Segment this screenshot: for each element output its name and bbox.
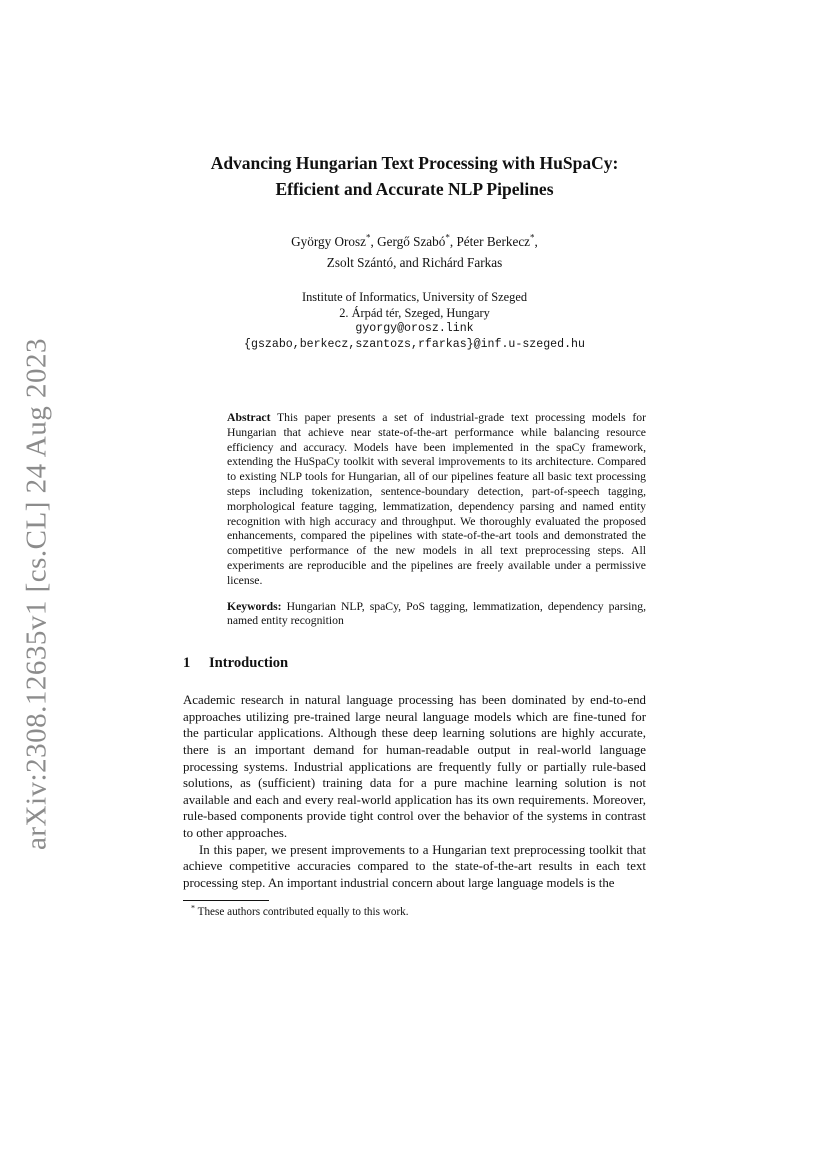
author-separator: ,: [449, 234, 457, 249]
affiliation-institute: Institute of Informatics, University of Szeged: [301, 290, 528, 304]
section-number: 1: [183, 655, 191, 672]
section-title: Introduction: [208, 655, 289, 672]
author-footnote-asterisk: *: [530, 232, 535, 243]
keywords-section: [227, 600, 646, 630]
footnote: [183, 905, 646, 919]
arxiv-identifier: arXiv:2308.12635v1 [cs.CL] 24 Aug 2023: [20, 338, 53, 850]
keywords-text: Hungarian NLP, spaCy, PoS tagging, lemmatization, dependency parsing, named entity recognition: [227, 599, 647, 628]
author-separator: ,: [534, 234, 538, 249]
affiliation-address: 2. Árpád tér, Szeged, Hungary: [339, 306, 490, 320]
email-address-primary: gyorgy@orosz.link: [355, 322, 474, 335]
section-heading-introduction: [183, 655, 646, 672]
paper-title-line-2: Efficient and Accurate NLP Pipelines: [275, 179, 554, 199]
email-block: [183, 321, 646, 353]
author-line-1: [183, 231, 646, 252]
intro-paragraph-2: In this paper, we present improvements to a Hungarian text preprocessing toolkit that achieve competitive accuracies compared to the state-of-the-art results in each text processing step. An important industrial concern about large language models is the: [183, 842, 646, 890]
footnote-divider: [183, 900, 269, 901]
author-footnote-asterisk: *: [366, 232, 371, 243]
author-footnote-asterisk: *: [445, 232, 450, 243]
author-line-2: Zsolt Szántó, and Richárd Farkas: [326, 255, 503, 270]
paper-content: [183, 0, 646, 919]
author-name: György Orosz: [291, 234, 366, 249]
abstract-label: Abstract: [227, 411, 271, 424]
email-address-group: {gszabo,berkecz,szantozs,rfarkas}@inf.u-szeged.hu: [244, 338, 585, 351]
paper-title: [183, 150, 646, 202]
author-name: Péter Berkecz: [456, 234, 531, 249]
keywords-label: Keywords:: [227, 599, 282, 613]
paper-title-line-1: Advancing Hungarian Text Processing with HuSpaCy:: [210, 153, 619, 173]
abstract-section: [227, 411, 646, 589]
footnote-text: These authors contributed equally to this work.: [197, 906, 409, 919]
intro-paragraph-1: Academic research in natural language processing has been dominated by end-to-end approaches utilizing pre-trained large neural language models which are fine-tuned for the particular applications. Although these deep learning solutions are highly accurate, there is an important demand for human-readable output in real-world language processing systems. Industrial applications are frequently fully or partially rule-based solutions, as (sufficient) training data for a pure machine learning solution is not available and each and every real-world application has its own requirements. Moreover, rule-based components provide tight control over the behavior of the systems in contrast to other approaches.: [183, 693, 646, 840]
author-name: Gergő Szabó: [377, 234, 446, 249]
abstract-text: This paper presents a set of industrial-grade text processing models for Hungarian that achieve near state-of-the-art performance while balancing resource efficiency and accuracy. Models have been implemented in the spaCy framework, extending the HuSpaCy toolkit with several improvements to its architecture. Compared to existing NLP tools for Hungarian, all of our pipelines feature all basic text processing steps including tokenization, sentence-boundary detection, part-of-speech tagging, morphological feature tagging, lemmatization, dependency parsing and named entity recognition with high accuracy and throughput. We thoroughly evaluated the proposed enhancements, compared the pipelines with state-of-the-art tools and demonstrated the competitive performance of the new models in all text preprocessing steps. All experiments are reproducible and the pipelines are freely available under a permissive license.: [227, 411, 646, 587]
author-list: [183, 231, 646, 273]
author-separator: ,: [370, 234, 378, 249]
affiliation-block: [183, 289, 646, 321]
footnote-marker: *: [191, 903, 195, 913]
